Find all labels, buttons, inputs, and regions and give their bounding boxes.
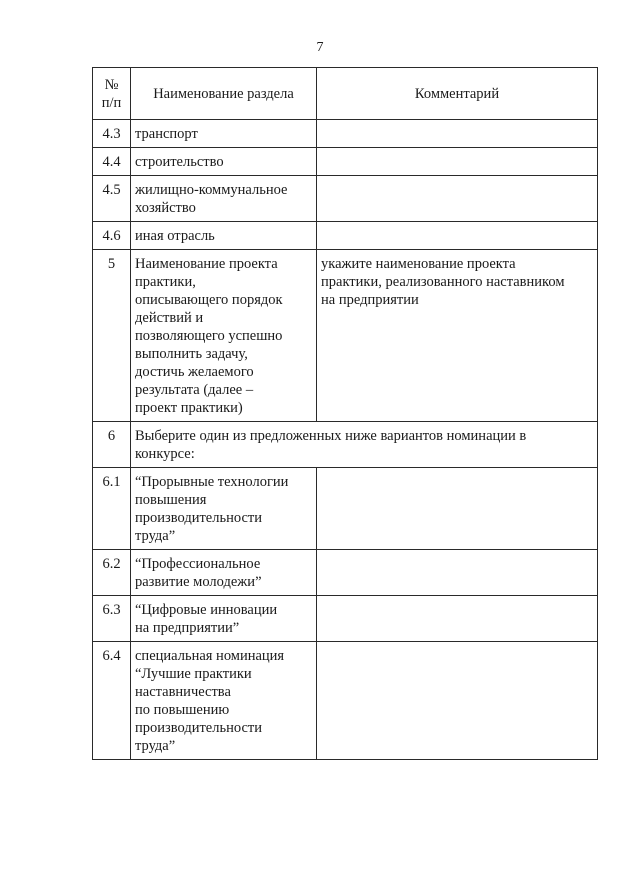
header-comment: Комментарий (317, 68, 598, 120)
table-row (93, 422, 598, 468)
row-merged-text: Выберите один из предложенных ниже вариантов номинации в конкурсе: (131, 422, 598, 468)
row-comment[interactable] (317, 596, 598, 642)
row-comment[interactable] (317, 468, 598, 550)
row-num: 6.4 (93, 642, 131, 760)
row-num: 4.3 (93, 120, 131, 148)
row-comment[interactable] (317, 222, 598, 250)
row-name: “Прорывные технологии повышения производительности труда” (131, 468, 317, 550)
row-num: 6.1 (93, 468, 131, 550)
row-name: жилищно-коммунальное хозяйство (131, 176, 317, 222)
header-num: № п/п (93, 68, 131, 120)
row-num: 6.3 (93, 596, 131, 642)
row-num: 5 (93, 250, 131, 422)
row-name: строительство (131, 148, 317, 176)
row-name: иная отрасль (131, 222, 317, 250)
row-name: “Профессиональное развитие молодежи” (131, 550, 317, 596)
table-row (93, 596, 598, 642)
table-row (93, 468, 598, 550)
table-row (93, 176, 598, 222)
table-row (93, 642, 598, 760)
row-name: специальная номинация “Лучшие практики наставничества по повышению производительности труда” (131, 642, 317, 760)
row-name: транспорт (131, 120, 317, 148)
table-row (93, 222, 598, 250)
row-comment[interactable] (317, 550, 598, 596)
form-table (92, 67, 598, 760)
row-comment[interactable] (317, 120, 598, 148)
table-header-row (93, 68, 598, 120)
header-name: Наименование раздела (131, 68, 317, 120)
row-comment[interactable]: укажите наименование проекта практики, реализованного наставником на предприятии (317, 250, 598, 422)
table-row (93, 148, 598, 176)
row-num: 4.6 (93, 222, 131, 250)
table-row (93, 120, 598, 148)
row-num: 4.4 (93, 148, 131, 176)
row-name: “Цифровые инновации на предприятии” (131, 596, 317, 642)
row-comment[interactable] (317, 148, 598, 176)
table-row (93, 550, 598, 596)
page-number: 7 (316, 40, 324, 55)
table-row (93, 250, 598, 422)
row-comment[interactable] (317, 176, 598, 222)
row-num: 6.2 (93, 550, 131, 596)
row-comment[interactable] (317, 642, 598, 760)
row-num: 4.5 (93, 176, 131, 222)
row-name: Наименование проекта практики, описывающего порядок действий и позволяющего успешно выполнить задачу, достичь желаемого результата (далее – проект практики) (131, 250, 317, 422)
row-num: 6 (93, 422, 131, 468)
